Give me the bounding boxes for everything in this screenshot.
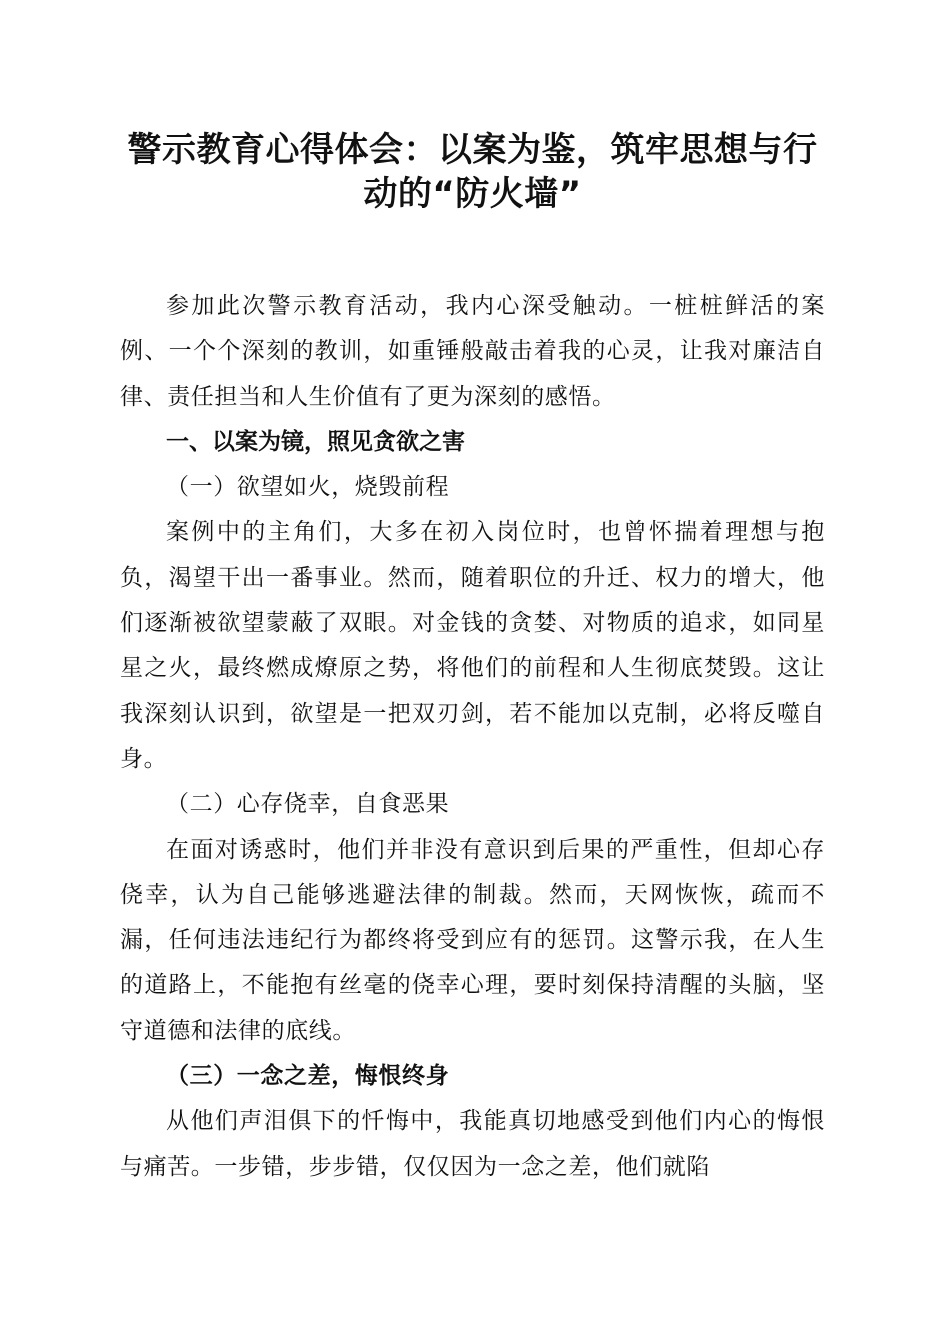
section-heading-1: 一、以案为镜，照见贪欲之害 [166,428,465,455]
subsection-heading-3: （三）一念之差，悔恨终身 [166,1063,450,1090]
subsection-paragraph-1: 案例中的主角们，大多在初入岗位时，也曾怀揣着理想与抱负，渴望干出一番事业。然而，随着职位的升迁、权力的增大，他们逐渐被欲望蒙蔽了双眼。对金钱的贪婪、对物质的追求，如同星星之火，最终燃成燎原之势，将他们的前程和人生彻底焚毁。这让我深刻认识到，欲望是一把双刃剑，若不能加以克制，必将反噬自身。 [120,519,825,772]
intro-paragraph: 参加此次警示教育活动，我内心深受触动。一桩桩鲜活的案例、一个个深刻的教训，如重锤般敲击着我的心灵，让我对廉洁自律、责任担当和人生价值有了更为深刻的感悟。 [120,293,825,410]
document-title [120,128,825,216]
title-line-1: 警示教育心得体会：以案为鉴，筑牢思想与行 [127,130,818,170]
subsection-paragraph-3: 从他们声泪俱下的忏悔中，我能真切地感受到他们内心的悔恨与痛苦。一步错，步步错，仅仅因为一念之差，他们就陷 [120,1108,825,1180]
subsection-heading-2: （二）心存侥幸，自食恶果 [166,791,450,818]
title-line-2: 动的“防火墙” [363,174,582,214]
document-body [120,284,825,1190]
subsection-paragraph-2: 在面对诱惑时，他们并非没有意识到后果的严重性，但却心存侥幸，认为自己能够逃避法律的制裁。然而，天网恢恢，疏而不漏，任何违法违纪行为都终将受到应有的惩罚。这警示我，在人生的道路上，不能抱有丝毫的侥幸心理，要时刻保持清醒的头脑，坚守道德和法律的底线。 [120,836,825,1044]
document-page [120,128,825,1190]
subsection-heading-1: （一）欲望如火，烧毁前程 [166,474,450,501]
